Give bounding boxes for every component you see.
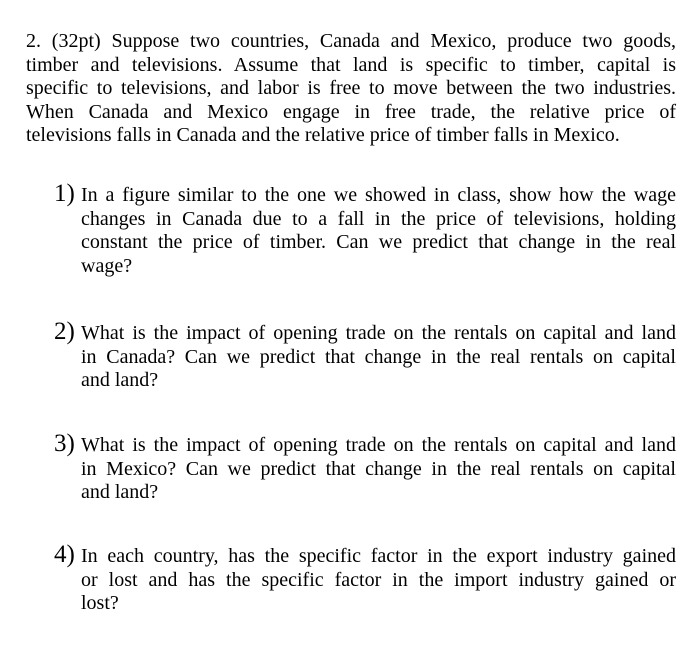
problem-statement [26,30,676,148]
problem-line: specific to televisions, and labor is free to move between the two industries. [26,77,676,99]
question-3 [54,430,676,505]
question-line: In each country, has the specific factor in the export industry gained [81,545,676,567]
question-number: 2) [54,318,75,345]
problem-line: televisions falls in Canada and the relative price of timber falls in Mexico. [26,124,620,146]
question-number: 1) [54,180,75,207]
question-line: and land? [81,369,159,391]
problem-line: 2. (32pt) Suppose two countries, Canada and Mexico, produce two goods, [26,30,676,52]
question-text [81,545,676,616]
question-line: constant the price of timber. Can we predict that change in the real [81,231,676,253]
question-4 [54,541,676,616]
question-text [81,184,676,278]
question-line: changes in Canada due to a fall in the price of televisions, holding [81,207,676,230]
question-number: 3) [54,430,75,457]
question-line: or lost and has the specific factor in the import industry gained or [81,568,676,591]
question-line: In a figure similar to the one we showed in class, show how the wage [81,184,676,206]
question-number: 4) [54,541,75,568]
question-text [81,322,676,393]
question-line: wage? [81,254,133,277]
question-line: What is the impact of opening trade on the rentals on capital and land [81,434,676,456]
question-line: in Mexico? Can we predict that change in the real rentals on capital [81,457,676,480]
question-text [81,434,676,505]
question-1 [54,180,676,278]
question-line: What is the impact of opening trade on the rentals on capital and land [81,322,676,344]
problem-line: timber and televisions. Assume that land is specific to timber, capital is [26,53,676,76]
question-line: and land? [81,481,159,503]
question-line: lost? [81,592,119,614]
question-line: in Canada? Can we predict that change in the real rentals on capital [81,345,676,368]
question-2 [54,318,676,393]
problem-line: When Canada and Mexico engage in free trade, the relative price of [26,100,676,123]
